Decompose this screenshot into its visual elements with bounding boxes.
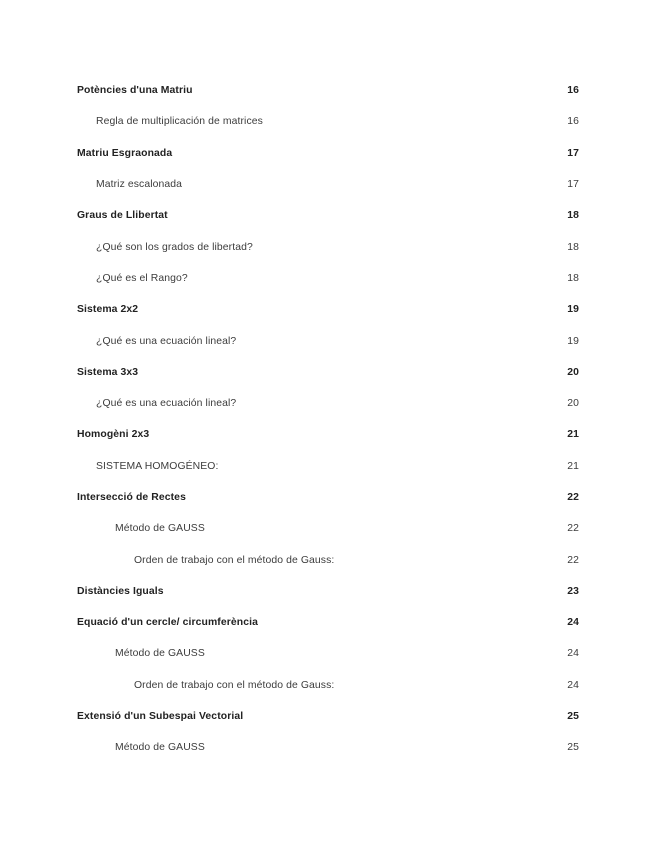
toc-entry-page: 18 xyxy=(567,272,579,284)
toc-entry-page: 19 xyxy=(567,335,579,347)
toc-entry[interactable] xyxy=(77,388,579,419)
toc-entry-title: ¿Qué son los grados de libertad? xyxy=(96,241,253,253)
toc-entry-title: Equació d'un cercle/ circumferència xyxy=(77,617,258,629)
toc-entry-page: 21 xyxy=(567,429,579,441)
toc-entry-title: Extensió d'un Subespai Vectorial xyxy=(77,711,244,723)
toc-entry[interactable] xyxy=(77,106,579,137)
toc-entry[interactable] xyxy=(77,263,579,294)
toc-entry-page: 21 xyxy=(567,460,579,472)
toc-entry-title: Orden de trabajo con el método de Gauss: xyxy=(134,554,335,566)
toc-entry-page: 22 xyxy=(567,492,579,503)
toc-entry[interactable] xyxy=(77,451,579,482)
toc-entry[interactable] xyxy=(77,513,579,544)
toc-entry-page: 16 xyxy=(567,85,579,97)
toc-entry[interactable] xyxy=(77,419,579,450)
toc-entry-page: 20 xyxy=(567,398,579,410)
toc-entry[interactable] xyxy=(77,138,579,169)
toc-entry[interactable] xyxy=(77,231,579,262)
toc-entry-title: Matriz escalonada xyxy=(96,179,183,191)
toc-entry[interactable] xyxy=(77,638,579,669)
toc-entry-page: 18 xyxy=(567,241,579,253)
toc-entry[interactable] xyxy=(77,200,579,231)
toc-entry[interactable] xyxy=(77,701,579,732)
toc-entry[interactable] xyxy=(77,325,579,356)
toc-entry-page: 25 xyxy=(567,742,579,754)
toc-entry-title: Matriu Esgraonada xyxy=(77,147,173,159)
toc-entry-title: Orden de trabajo con el método de Gauss: xyxy=(134,679,335,691)
toc-entry[interactable] xyxy=(77,294,579,325)
toc-entry-page: 20 xyxy=(567,366,579,378)
toc-entry-page: 24 xyxy=(567,648,579,660)
toc-entry[interactable] xyxy=(77,75,579,106)
toc-entry-page: 23 xyxy=(567,585,579,597)
toc-entry-title: Distàncies Iguals xyxy=(77,585,164,597)
toc-entry[interactable] xyxy=(77,544,579,575)
toc-entry-title: Regla de multiplicación de matrices xyxy=(96,116,263,128)
toc-entry-title: Método de GAUSS xyxy=(115,523,205,535)
toc-entry-title: SISTEMA HOMOGÉNEO: xyxy=(96,460,219,472)
toc-entry[interactable] xyxy=(77,732,579,763)
toc-entry-title: Método de GAUSS xyxy=(115,648,205,660)
table-of-contents xyxy=(77,75,579,764)
toc-entry-title: Potències d'una Matriu xyxy=(77,85,193,97)
toc-entry-page: 25 xyxy=(567,711,579,723)
toc-entry-page: 17 xyxy=(567,179,579,191)
toc-entry-title: ¿Qué es una ecuación lineal? xyxy=(96,398,237,410)
toc-entry-title: Homogèni 2x3 xyxy=(77,429,150,441)
toc-entry-title: Sistema 2x2 xyxy=(77,304,139,316)
toc-entry[interactable] xyxy=(77,357,579,388)
toc-entry[interactable] xyxy=(77,576,579,607)
toc-entry-page: 17 xyxy=(567,147,579,159)
toc-entry[interactable] xyxy=(77,670,579,701)
toc-entry-page: 24 xyxy=(567,679,579,691)
toc-entry-page: 22 xyxy=(567,554,579,566)
toc-entry-page: 16 xyxy=(567,116,579,128)
toc-entry-title: ¿Qué es el Rango? xyxy=(96,272,188,284)
toc-entry[interactable] xyxy=(77,607,579,638)
toc-entry[interactable] xyxy=(77,482,579,513)
toc-entry-title: Graus de Llibertat xyxy=(77,210,168,222)
toc-entry-title: Intersecció de Rectes xyxy=(77,492,186,503)
toc-entry[interactable] xyxy=(77,169,579,200)
toc-entry-page: 24 xyxy=(567,617,579,629)
toc-entry-page: 19 xyxy=(567,304,579,316)
toc-entry-title: Sistema 3x3 xyxy=(77,366,139,378)
toc-entry-title: ¿Qué es una ecuación lineal? xyxy=(96,335,237,347)
toc-entry-page: 18 xyxy=(567,210,579,222)
toc-entry-title: Método de GAUSS xyxy=(115,742,205,754)
toc-entry-page: 22 xyxy=(567,523,579,535)
